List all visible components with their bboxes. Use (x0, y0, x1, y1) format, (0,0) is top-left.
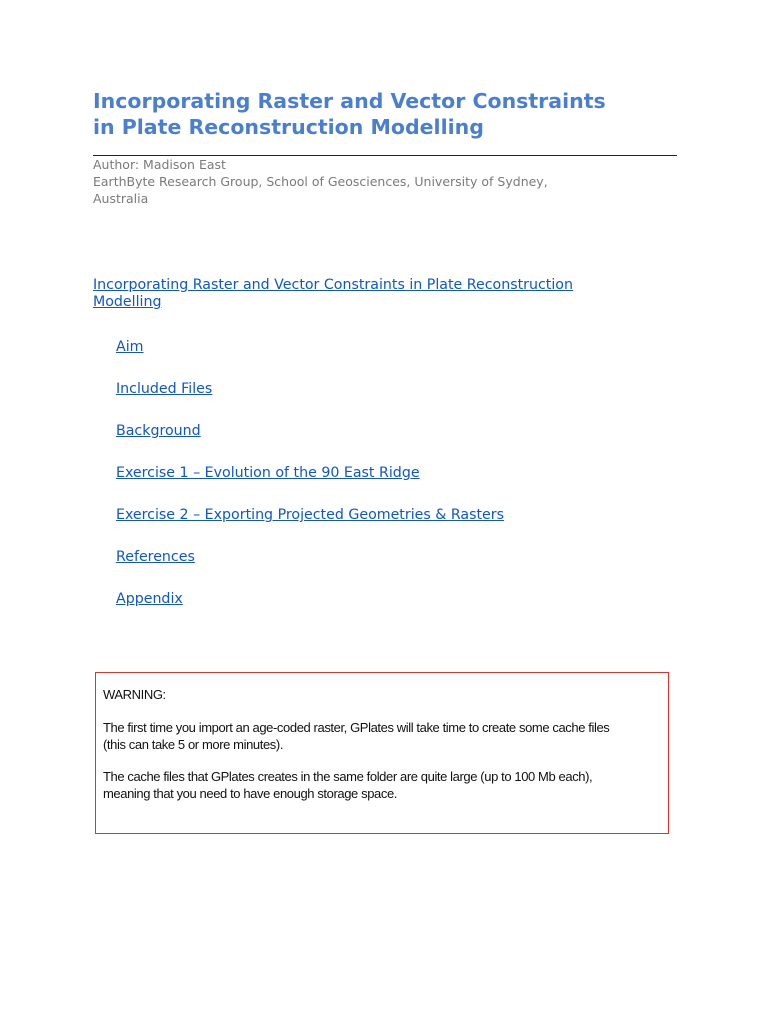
toc-main-link[interactable] (93, 277, 653, 311)
warning-paragraph-2 (103, 768, 661, 802)
warning-paragraph-1 (103, 719, 661, 753)
warning-box (95, 672, 669, 834)
toc-link-aim[interactable]: Aim (116, 339, 144, 355)
toc-link-exercise-2[interactable]: Exercise 2 – Exporting Projected Geometries & Rasters (116, 507, 505, 523)
toc-link-appendix[interactable]: Appendix (116, 591, 183, 607)
toc-link-included-files[interactable]: Included Files (116, 381, 213, 397)
title-line-2: in Plate Reconstruction Modelling (93, 115, 484, 139)
warning-p2-line-1: The cache files that GPlates creates in the same folder are quite large (up to 100 Mb each), (103, 769, 593, 784)
document-title (93, 88, 693, 140)
toc-link-background[interactable]: Background (116, 423, 201, 439)
toc-link-references[interactable]: References (116, 549, 195, 565)
affiliation-line-2: Australia (93, 191, 149, 206)
toc-item-appendix (116, 589, 504, 631)
warning-title: WARNING: (103, 687, 166, 702)
author-name: Author: Madison East (93, 157, 226, 172)
toc-main-line-1: Incorporating Raster and Vector Constraints in Plate Reconstruction (93, 277, 573, 293)
warning-p2-line-2: meaning that you need to have enough storage space. (103, 786, 397, 801)
author-block (93, 156, 653, 207)
toc-item-included-files (116, 379, 504, 421)
affiliation-line-1: EarthByte Research Group, School of Geosciences, University of Sydney, (93, 174, 548, 189)
toc-item-background (116, 421, 504, 463)
title-line-1: Incorporating Raster and Vector Constraints (93, 89, 606, 113)
table-of-contents (116, 337, 504, 631)
warning-p1-line-1: The first time you import an age-coded raster, GPlates will take time to create some cache files (103, 720, 610, 735)
toc-item-exercise-1 (116, 463, 504, 505)
toc-link-exercise-1[interactable]: Exercise 1 – Evolution of the 90 East Ridge (116, 465, 420, 481)
toc-item-exercise-2 (116, 505, 504, 547)
toc-item-references (116, 547, 504, 589)
warning-p1-line-2: (this can take 5 or more minutes). (103, 737, 284, 752)
toc-item-aim (116, 337, 504, 379)
toc-main-line-2: Modelling (93, 294, 162, 310)
